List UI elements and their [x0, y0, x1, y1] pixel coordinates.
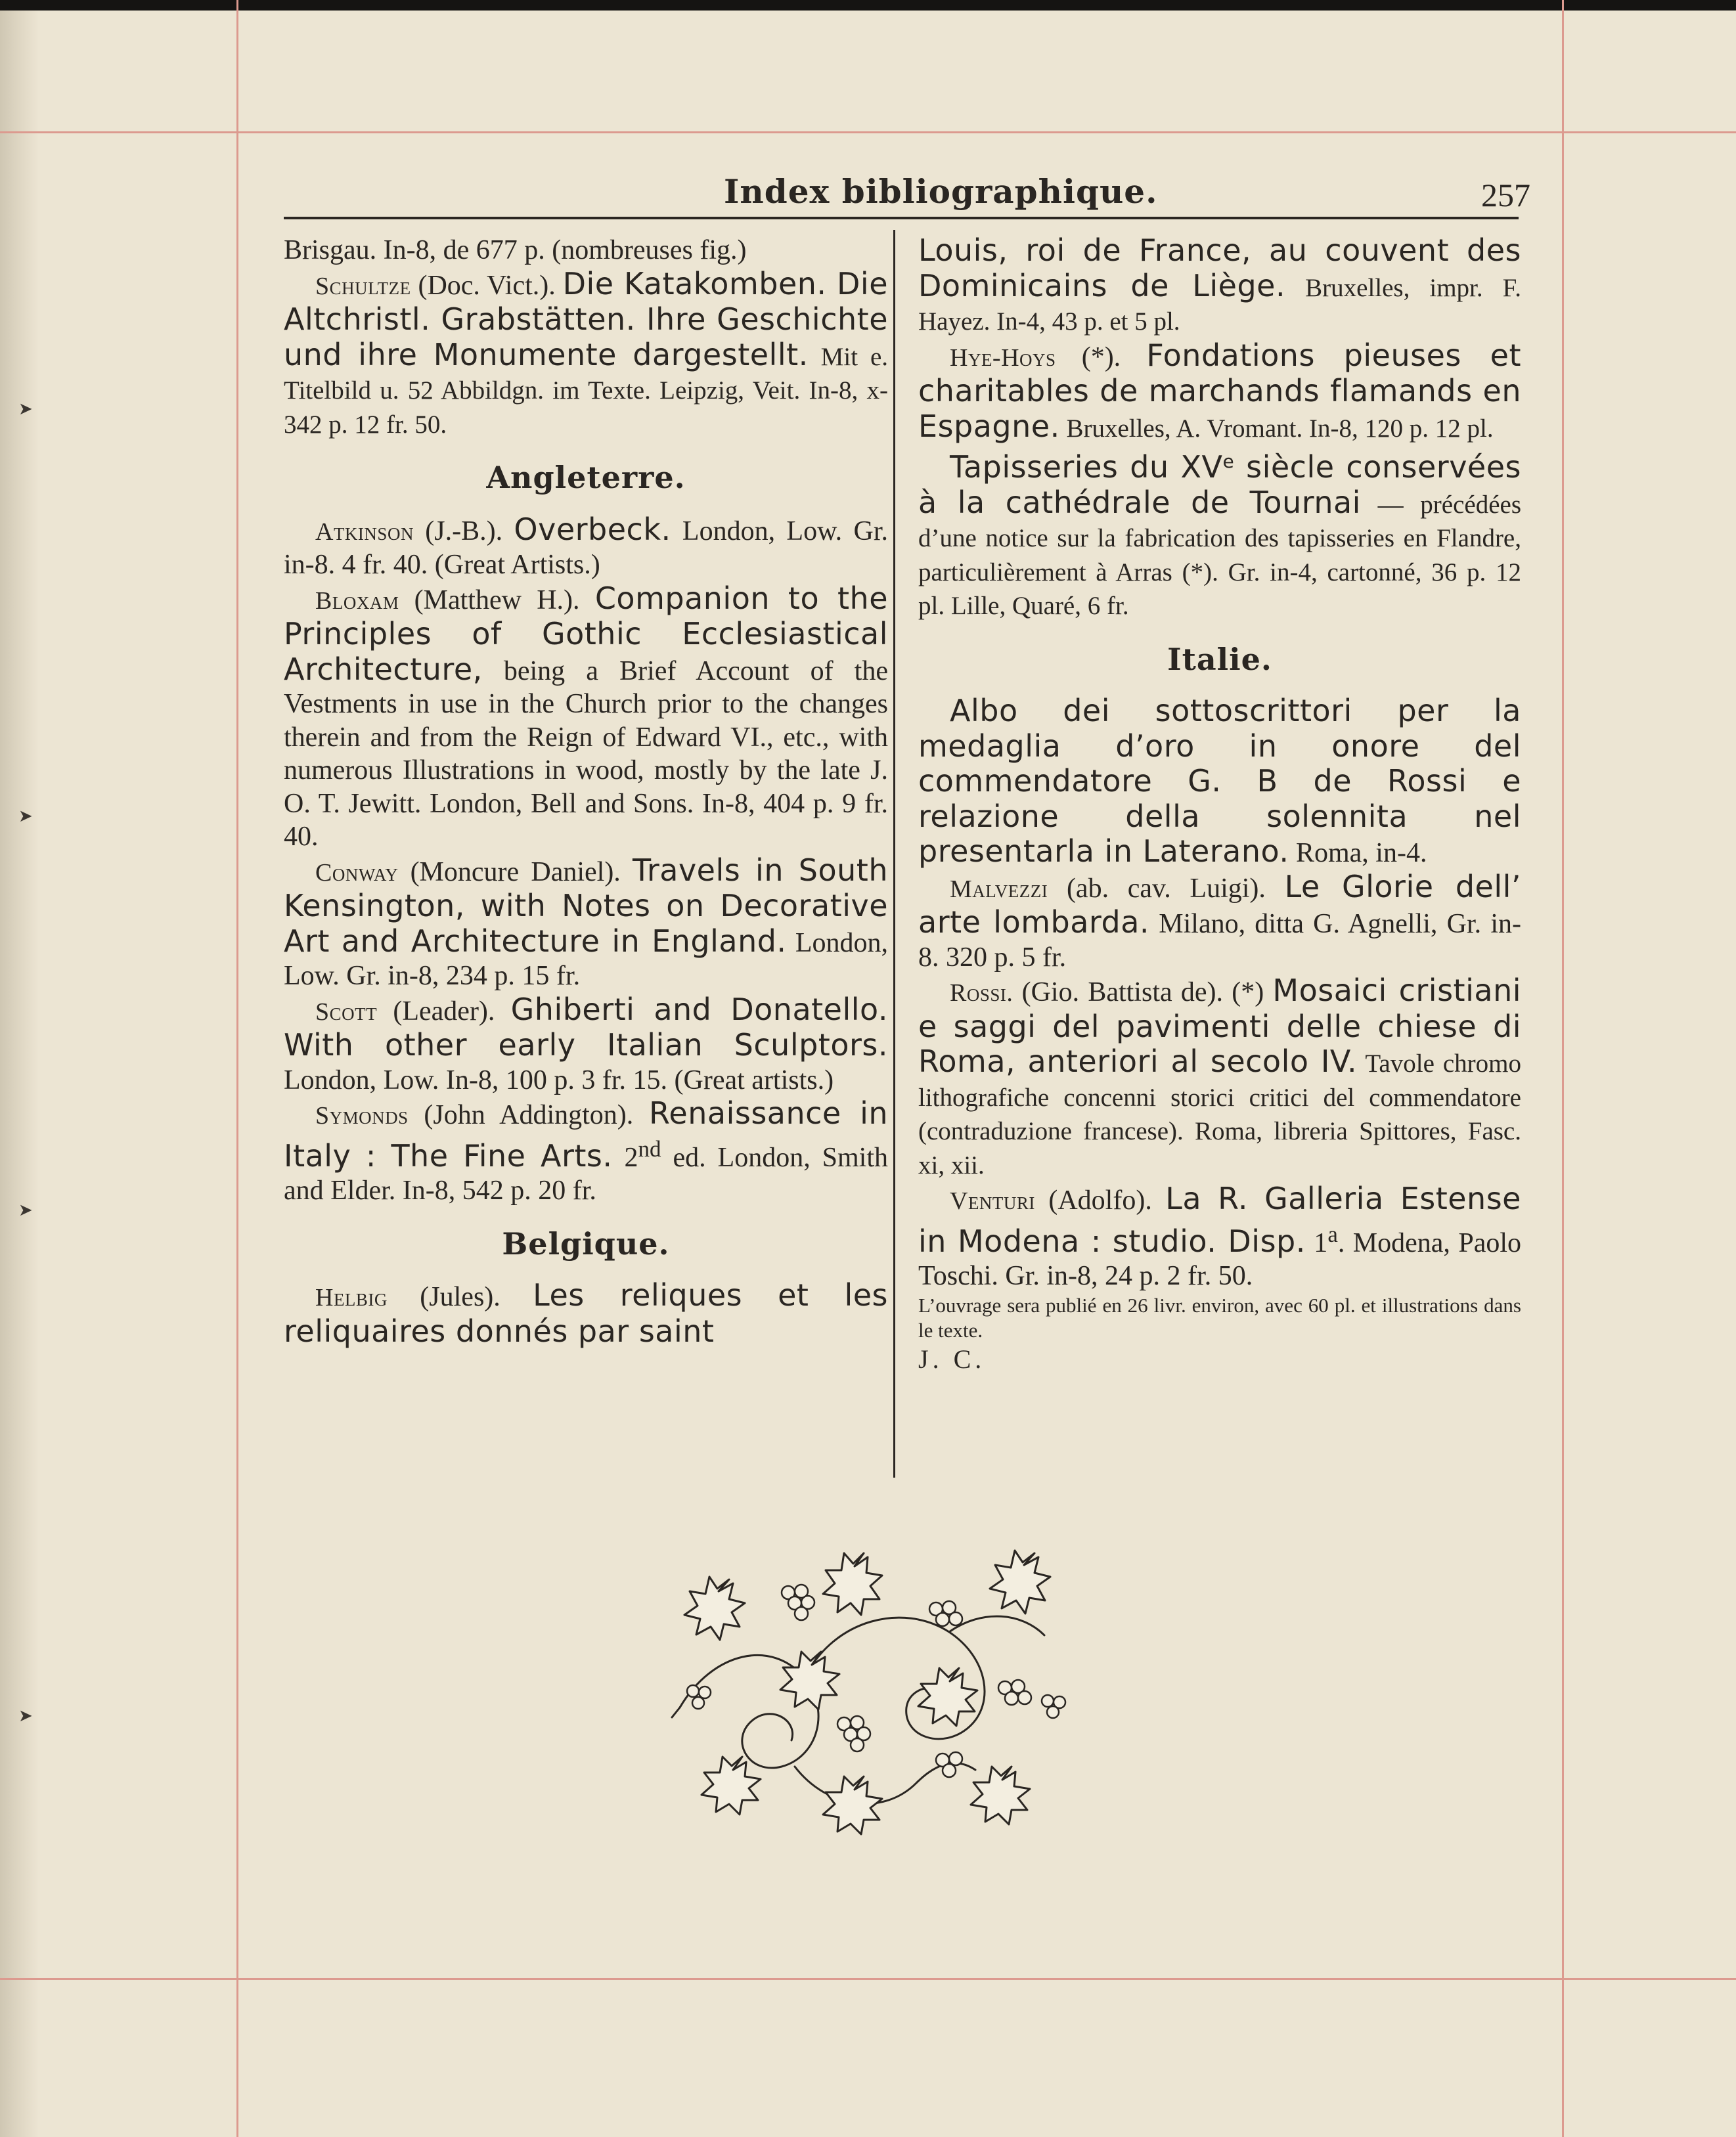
entry-title: Louis, roi de France, au couvent des Dominicains de Liège. [918, 232, 1521, 303]
entry-author: Hye-Hoys [950, 343, 1056, 372]
entry-helbig-continued: Louis, roi de France, au couvent des Dominicains de Liège. Bruxelles, impr. F. Hayez. In-4, 43 p. et 5 pl. [918, 232, 1521, 336]
margin-rule-bottom [0, 1978, 1736, 1980]
entry-title: Companion to the Principles of Gothic Ecclesiastical Architecture, [284, 580, 888, 687]
entry-title: La R. Galleria Estense in Modena : studio. Disp. [918, 1181, 1521, 1259]
entry-title: Ghiberti and Donatello. With other early Italian Sculptors. [284, 991, 888, 1063]
entry-author: Venturi [950, 1187, 1035, 1215]
binding-gutter [0, 11, 38, 2137]
entry-continuation: Brisgau. In-8, de 677 p. (nombreuses fig.) [284, 235, 747, 265]
entry-tapisseries: Tapisseries du XVe siècle conservées à la cathédrale de Tournai — précédées d’une notice sur la fabrication des tapisseries en Flandre, particulièrement à Arras (*). Gr. in-4, cartonné, 36 p. 12 pl. Lille, Quaré, 6 fr. [918, 449, 1521, 620]
entry-title: Tapisseries du XV [950, 449, 1223, 485]
entry-author: Conway [315, 858, 399, 887]
section-heading-italie: Italie. [1167, 641, 1272, 677]
section-heading-angleterre: Angleterre. [486, 460, 686, 495]
gutter-mark-icon: ➤ [18, 1706, 33, 1725]
entry-hye-hoys: Hye-Hoys (*). Fondations pieuses et charitables de marchands flamands en Espagne. Bruxelles, A. Vromant. In-8, 120 p. 12 pl. [918, 337, 1521, 444]
running-head-title: Index bibliographique. [724, 172, 1158, 211]
margin-rule-top [0, 131, 1736, 133]
entry-title: Fondations pieuses et charitables de marchands flamands en Espagne. [918, 337, 1521, 444]
entry-title: Mosaici cristiani e saggi del pavimenti delle chiese di Roma, anteriori al secolo IV. [918, 973, 1521, 1079]
entry-schultze: Schultze (Doc. Vict.). Die Katakomben. Die Altchristl. Grabstätten. Ihre Geschichte und ihre Monumente dargestellt. Mit e. Titelbild u. 52 Abbildgn. im Texte. Leipzig, Veit. In-8, x-342 p. 12 fr. 50. [284, 265, 888, 439]
left-column [284, 234, 888, 1350]
entry-atkinson: Atkinson (J.-B.). Overbeck. London, Low. Gr. in-8. 4 fr. 40. (Great Artists.) [284, 511, 888, 580]
entry-title: Overbeck. [514, 511, 671, 547]
entry-author: Bloxam [315, 586, 399, 615]
margin-rule-right [1562, 0, 1564, 2137]
section-heading-belgique: Belgique. [502, 1225, 670, 1262]
column-divider [893, 230, 895, 1478]
entry-malvezzi: Malvezzi (ab. cav. Luigi). Le Glorie dell’ arte lombarda. Milano, ditta G. Agnelli, Gr. in-8. 320 p. 5 fr. [918, 868, 1522, 973]
entry-author: Helbig [315, 1284, 388, 1311]
entry-venturi: Venturi (Adolfo). La R. Galleria Estense in Modena : studio. Disp. 1$^a$. Modena, Paolo Toschi. Gr. in-8, 24 p. 2 fr. 50. [918, 1181, 1522, 1291]
entry-rossi: Rossi. (Gio. Battista de). (*) Mosaici cristiani e saggi del pavimenti delle chiese di Roma, anteriori al secolo IV. Tavole chromo lithografiche concenni storici critici del commendatore (contraduzione francese). Roma, libreria Spittores, Fasc. xi, xii. [918, 973, 1521, 1179]
entry-title: Albo dei sottoscrittori per la medaglia d’oro in onore del commendatore G. B de Rossi e relazione della solennita nel presentarla in Laterano. [918, 693, 1521, 869]
gutter-mark-icon: ➤ [18, 806, 33, 826]
entry-title: Le Glorie dell’ arte lombarda. [918, 868, 1521, 940]
right-column [918, 234, 1521, 1376]
entry-scott: Scott (Leader). Ghiberti and Donatello. With other early Italian Sculptors. London, Low. In-8, 100 p. 3 fr. 15. (Great artists.) [284, 991, 888, 1095]
entry-author: Rossi. [950, 979, 1013, 1007]
page-number: 257 [1481, 177, 1530, 213]
margin-rule-left [236, 0, 238, 2137]
entry-title: Renaissance in Italy : The Fine Arts. [284, 1095, 889, 1174]
entry-albo: Albo dei sottoscrittori per la medaglia d’oro in onore del commendatore G. B de Rossi e relazione della solennita nel presentarla in Laterano. Roma, in-4. [918, 693, 1521, 869]
entry-title: Die Katakomben. Die Altchristl. Grabstätten. Ihre Geschichte und ihre Monumente dargestellt. [284, 265, 888, 372]
entry-author: Schultze [315, 272, 411, 300]
entry-author: Symonds [315, 1102, 409, 1130]
entry-conway: Conway (Moncure Daniel). Travels in South Kensington, with Notes on Decorative Art and Architecture in England. London, Low. Gr. in-8, 234 p. 15 fr. [284, 852, 888, 991]
entry-title: Les reliques et les reliquaires donnés par saint [284, 1277, 888, 1349]
gutter-mark-icon: ➤ [18, 399, 33, 418]
header-rule [284, 217, 1519, 219]
scan-top-edge [0, 0, 1736, 11]
running-head [282, 164, 1530, 223]
signature: J. C. [918, 1344, 986, 1374]
entry-symonds: Symonds (John Addington). Renaissance in Italy : The Fine Arts. 2nd ed. London, Smith and Elder. In-8, 542 p. 20 fr. [284, 1095, 889, 1206]
entry-author: Atkinson [315, 518, 414, 546]
entry-bloxam: Bloxam (Matthew H.). Companion to the Principles of Gothic Ecclesiastical Architecture, being a Brief Account of the Vestments in use in the Church prior to the changes therein and from the Reign of Edward VI., etc., with numerous Illustrations in wood, mostly by the late J. O. T. Jewitt. London, Bell and Sons. In-8, 404 p. 9 fr. 40. [284, 580, 888, 852]
entry-author: Scott [315, 998, 378, 1026]
vine-leaf-grape-ornament-icon [667, 1540, 1087, 1849]
entry-helbig: Helbig (Jules). Les reliques et les reliquaires donnés par saint [284, 1277, 888, 1349]
gutter-mark-icon: ➤ [18, 1201, 33, 1220]
entry-author: Malvezzi [950, 875, 1048, 903]
entry-title: Travels in South Kensington, with Notes on Decorative Art and Architecture in England. [284, 852, 888, 959]
footnote: L’ouvrage sera publié en 26 livr. environ, avec 60 pl. et illustrations dans le texte. [918, 1293, 1521, 1342]
